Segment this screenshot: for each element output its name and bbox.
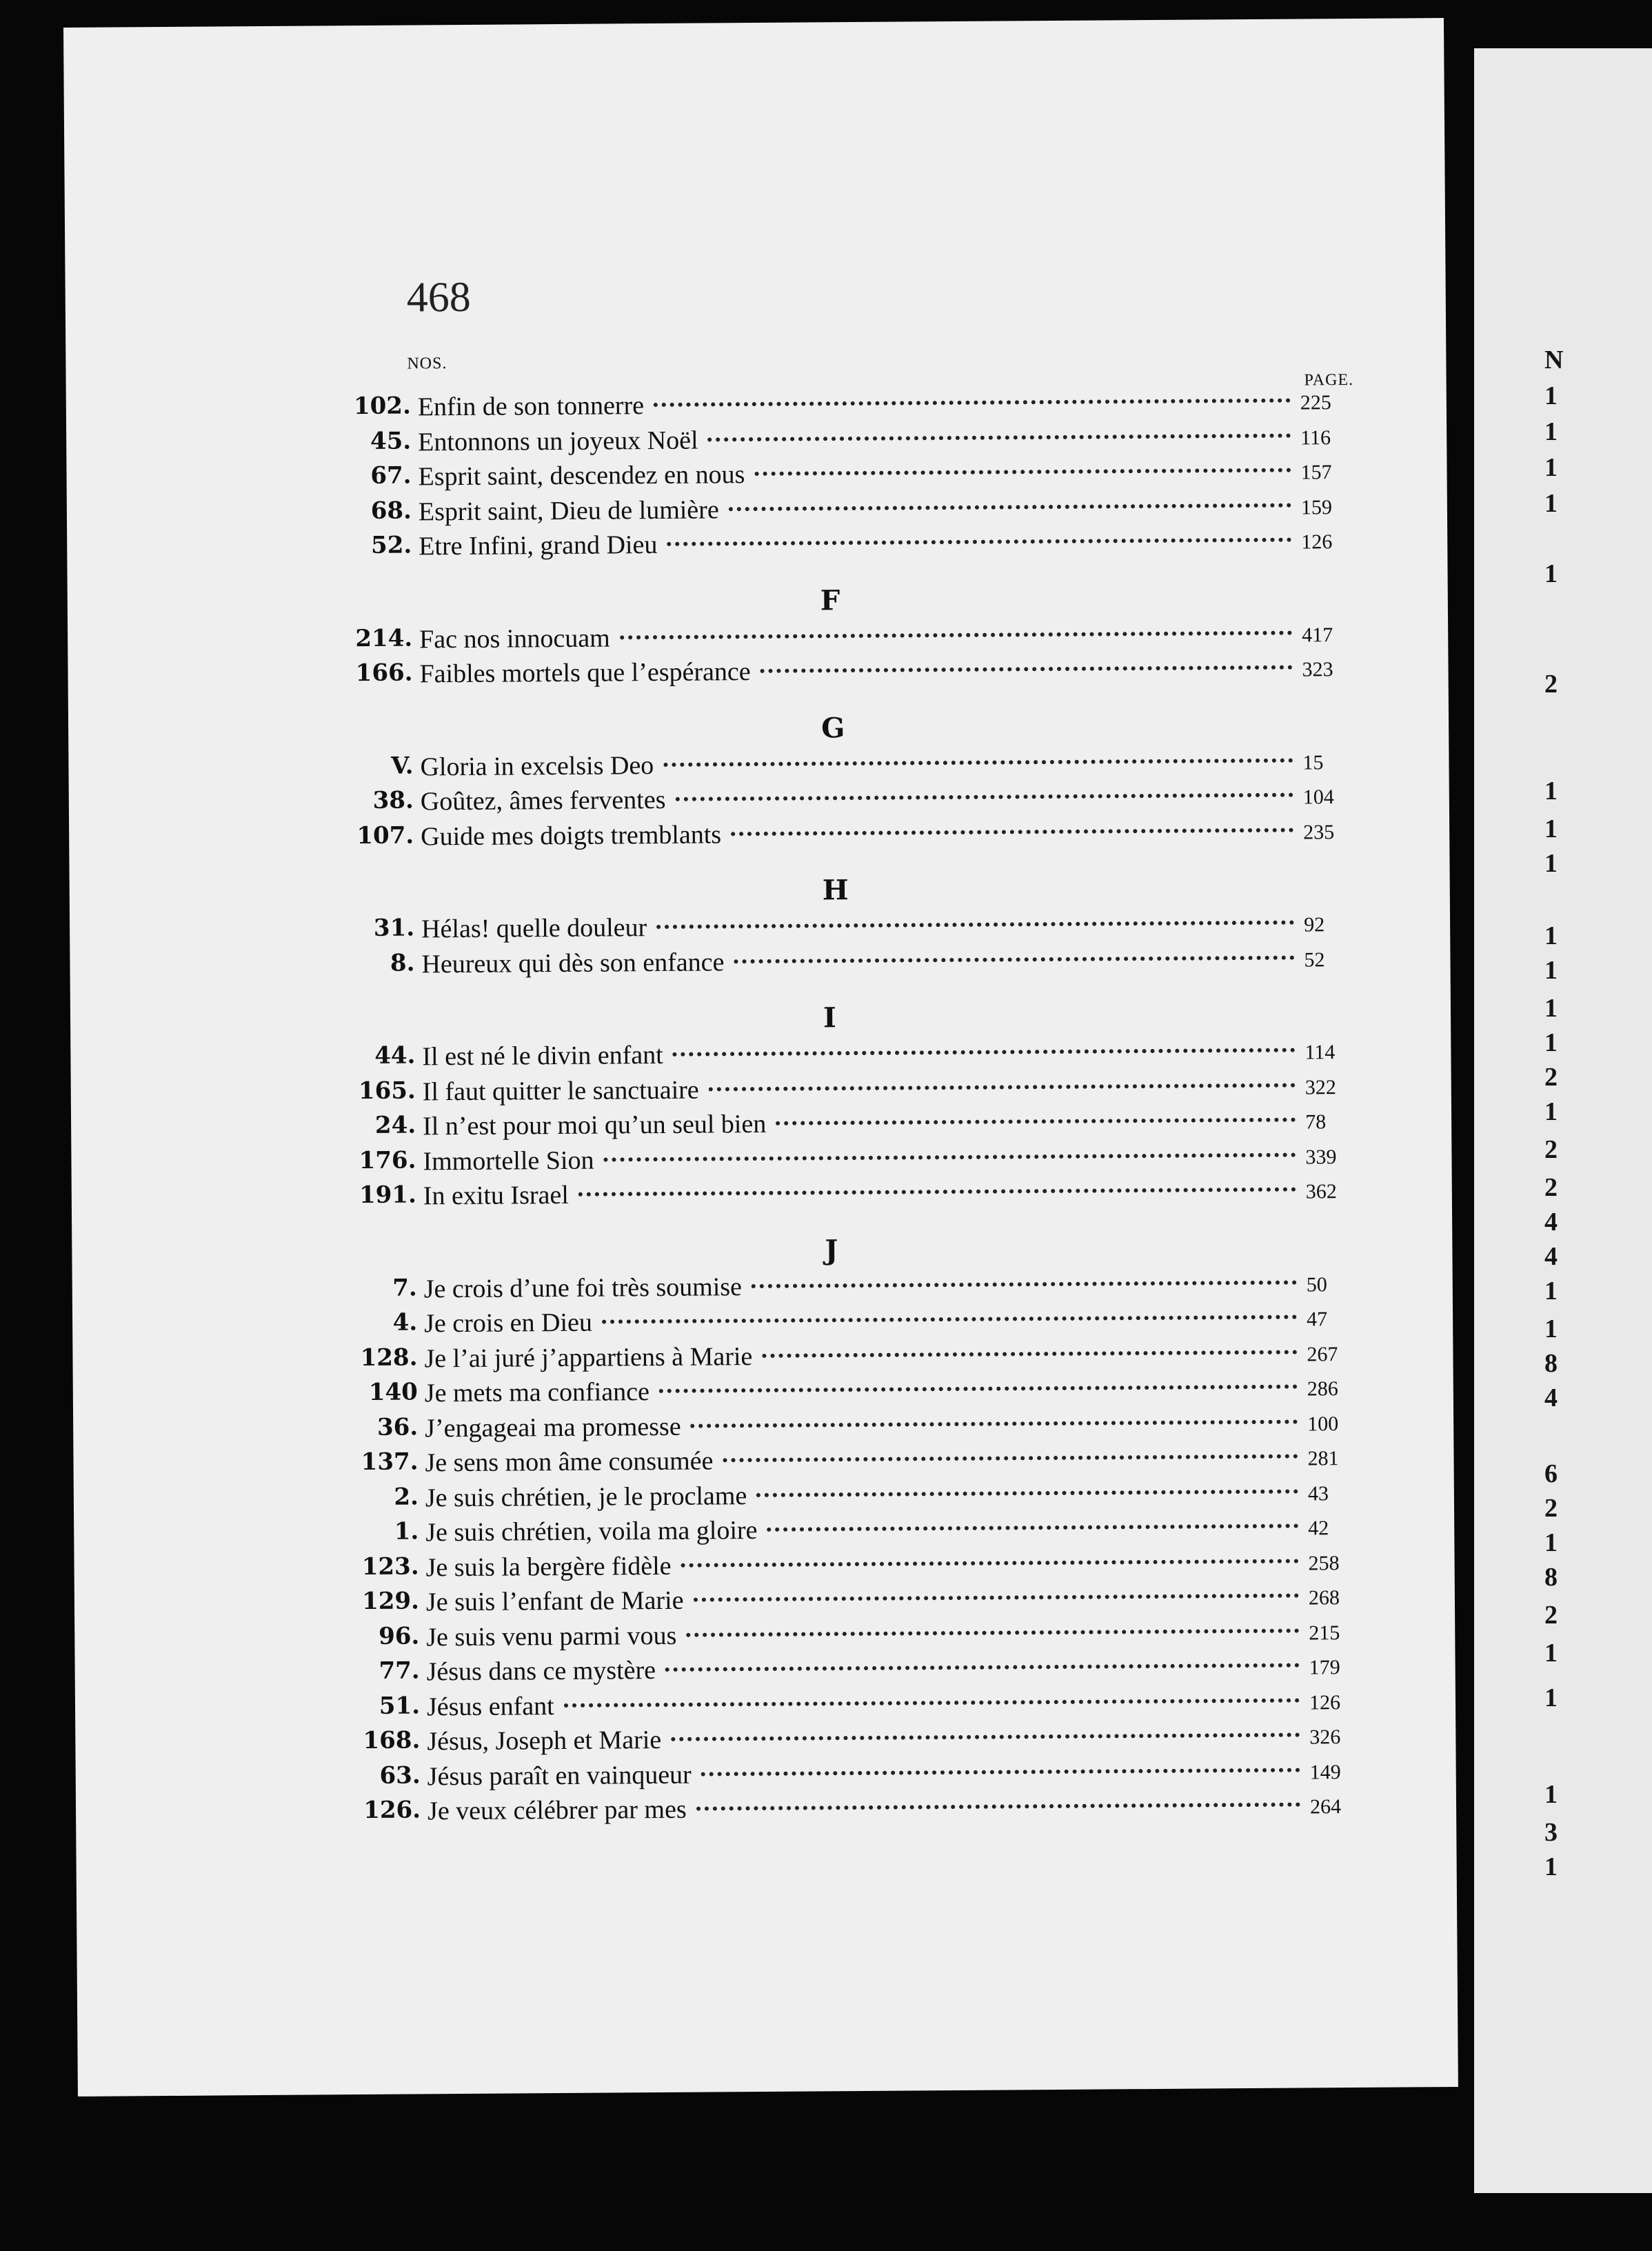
dot-leader [671,1733,1300,1741]
page-reference: 52 [1304,948,1325,971]
index-entry [338,814,1351,856]
hymn-title: Je crois d’une foi très soumise [423,1272,743,1303]
facing-page-number-fragment: 1 [1544,559,1558,588]
hymn-number: 126. [363,1796,421,1825]
dot-leader [734,955,1294,963]
hymn-number: 8. [390,948,415,977]
hymn-title: Goûtez, âmes ferventes [420,785,666,817]
hymn-title: Esprit saint, Dieu de lumière [418,494,719,526]
hymn-number: 128. [360,1343,418,1372]
hymn-title: Je mets ma confiance [424,1377,650,1408]
hymn-title: Je crois en Dieu [423,1308,593,1339]
hymn-title: Entonnons un joyeux Noël [418,426,698,457]
page-reference: 47 [1307,1308,1328,1331]
hymn-title: Jésus dans ce mystère [426,1656,656,1687]
hymn-number: 38. [372,786,414,814]
hymn-number: 1. [394,1517,419,1545]
hymn-title: Je suis chrétien, voila ma gloire [425,1516,758,1548]
hymn-title: Jésus enfant [426,1691,554,1721]
index-entry [339,942,1352,983]
dot-leader [754,468,1291,476]
hymn-number: 176. [359,1145,416,1174]
hymn-number: 191. [359,1181,416,1210]
facing-page-number-fragment: 1 [1544,1528,1558,1557]
dot-leader [667,538,1291,546]
hymn-number: 45. [370,426,412,455]
hymn-number: 31. [373,914,415,942]
facing-page-number-fragment: 1 [1544,489,1558,518]
dot-leader [762,1350,1297,1357]
dot-leader [673,1048,1296,1057]
hymn-title: Immortelle Sion [423,1145,594,1176]
hymn-number: 137. [361,1448,419,1477]
hymn-number: 36. [376,1412,419,1441]
page-reference: 157 [1300,461,1332,484]
hymn-title: Je suis l’enfant de Marie [425,1585,684,1617]
dot-leader [696,1803,1300,1811]
hymn-number: 166. [355,659,413,688]
page-reference: 417 [1302,623,1333,646]
hymn-number: 44. [374,1041,416,1070]
dot-leader [729,503,1291,511]
hymn-number: 107. [356,821,414,850]
hymn-number: 129. [361,1587,420,1616]
facing-page-number-fragment: 1 [1544,1097,1558,1126]
page-reference: 15 [1302,750,1324,774]
page-reference: 126 [1301,530,1333,554]
page-column-label: PAGE. [1304,370,1354,390]
hymn-number: 68. [370,496,412,525]
dot-leader [656,921,1294,929]
page-reference: 339 [1305,1145,1337,1168]
hymn-title: Esprit saint, descendez en nous [418,460,745,492]
dot-leader [665,1663,1300,1672]
section-letter: G [820,711,845,744]
page-reference: 215 [1309,1621,1340,1644]
facing-page-number-fragment: 1 [1544,1314,1558,1343]
hymn-title: Guide mes doigts tremblants [421,819,722,851]
dot-leader [603,1152,1296,1161]
dot-leader [691,1419,1298,1428]
hymn-title: Heureux qui dès son enfance [421,947,725,979]
section-letter: I [823,1001,836,1034]
dot-leader [654,399,1291,407]
dot-leader [760,666,1293,673]
page-reference: 235 [1303,820,1335,843]
dot-leader [701,1768,1300,1776]
hymn-number: 168. [363,1726,421,1755]
facing-page-number-fragment: 6 [1544,1459,1558,1488]
hymn-title: Enfin de son tonnerre [417,391,645,422]
page-reference: 268 [1308,1586,1340,1610]
page-reference: 43 [1307,1481,1329,1505]
hymn-title: Hélas! quelle douleur [421,913,647,944]
facing-page-number-fragment: 1 [1544,956,1558,985]
facing-page-number-fragment: 4 [1544,1242,1558,1271]
page-reference: 286 [1307,1377,1338,1401]
facing-page-number-fragment: 1 [1544,814,1558,843]
hymn-number: 51. [379,1691,421,1720]
page-reference: 50 [1306,1272,1327,1296]
hymn-number: 52. [370,531,412,559]
facing-page-number-fragment: 1 [1544,1028,1558,1057]
dot-leader [731,828,1293,836]
hymn-number: 24. [374,1111,416,1139]
dot-leader [663,758,1293,766]
hymn-number: 67. [370,461,412,490]
dot-leader [752,1280,1297,1288]
hymn-number: 63. [379,1761,421,1790]
page-reference: 362 [1305,1180,1337,1203]
page-reference: 42 [1308,1517,1329,1540]
hymn-title: Je sens mon âme consumée [425,1446,714,1478]
facing-page-number-fragment: 4 [1544,1208,1558,1237]
dot-leader [767,1524,1298,1532]
hymn-title: Etre Infini, grand Dieu [419,530,658,561]
dot-leader [776,1118,1296,1126]
facing-page-number-fragment: 1 [1544,777,1558,806]
index-entry [341,1174,1354,1216]
page-number: 468 [406,273,471,321]
dot-leader [564,1698,1300,1707]
facing-page-number-fragment: 2 [1544,1601,1558,1630]
dot-leader [659,1385,1298,1393]
hymn-title: Il n’est pour moi qu’un seul bien [422,1109,767,1141]
facing-page-number-fragment: 1 [1544,994,1558,1023]
hymn-number: V. [391,751,414,780]
hymn-title: Jésus paraît en vainqueur [427,1760,692,1791]
page-reference: 126 [1309,1690,1341,1714]
facing-page-number-fragment: 1 [1544,921,1558,950]
hymn-title: Il est né le divin enfant [422,1040,663,1072]
hymn-number: 123. [361,1552,419,1581]
hymn-title: Fac nos innocuam [419,623,610,654]
facing-page-number-fragment: 2 [1544,670,1558,699]
dot-leader [709,1083,1296,1091]
hymn-title: Jésus, Joseph et Marie [427,1725,662,1757]
section-letter: F [820,583,840,617]
facing-page-number-fragment: 2 [1544,1494,1558,1523]
page-reference: 78 [1305,1110,1327,1134]
page-reference: 264 [1309,1795,1342,1819]
facing-page-number-fragment: 8 [1544,1349,1558,1378]
numbers-column-label: NOS. [407,354,447,373]
dot-leader [602,1315,1297,1324]
dot-leader [693,1594,1298,1602]
hymn-number: 7. [392,1273,417,1302]
facing-page-number-fragment: 1 [1544,1852,1558,1881]
facing-page-number-fragment: 2 [1544,1173,1558,1202]
hymn-title: In exitu Israel [423,1180,570,1211]
hymn-title: J’engageai ma promesse [425,1412,681,1443]
facing-page-number-fragment: N [1544,346,1564,374]
page-reference: 267 [1307,1342,1338,1365]
hymn-title: Il faut quitter le sanctuaire [422,1075,699,1106]
page-reference: 323 [1302,658,1333,681]
dot-leader [578,1188,1296,1197]
page-reference: 322 [1305,1075,1336,1099]
hymn-title: Gloria in excelsis Deo [420,750,654,781]
facing-page-number-fragment: 2 [1544,1063,1558,1092]
facing-page-number-fragment: 1 [1544,1683,1558,1712]
dot-leader [686,1628,1299,1637]
section-letter: H [822,874,849,907]
facing-page-number-fragment: 1 [1544,1639,1558,1668]
hymn-title: Je l’ai juré j’appartiens à Marie [424,1341,753,1373]
hymn-title: Je suis venu parmi vous [426,1621,677,1652]
dot-leader [620,630,1293,639]
page-reference: 159 [1300,495,1333,519]
page-reference: 281 [1307,1447,1339,1470]
hymn-number: 165. [358,1076,416,1105]
page-reference: 104 [1302,786,1334,809]
facing-page-number-fragment: 8 [1544,1563,1558,1592]
page-reference: 116 [1300,426,1331,449]
facing-page-number-fragment: 4 [1544,1383,1558,1412]
facing-page-number-fragment: 1 [1544,453,1558,482]
index-entry [336,525,1349,566]
facing-page-number-fragment: 1 [1544,381,1558,410]
facing-page-number-fragment: 3 [1544,1818,1558,1847]
hymn-number: 214. [355,623,413,652]
index-entry [345,1790,1358,1831]
page-reference: 258 [1308,1551,1340,1574]
hymn-number: 4. [392,1308,418,1337]
dot-leader [675,793,1293,801]
hymn-title: Je suis la bergère fidèle [425,1551,672,1582]
page-reference: 114 [1305,1041,1336,1064]
index-entry [336,652,1350,694]
hymn-number: 77. [379,1657,420,1685]
hymn-number: 102. [353,392,411,421]
section-letter: J [825,1233,838,1266]
hymn-title: Je suis chrétien, je le proclame [425,1481,747,1512]
facing-page-number-fragment: 1 [1544,417,1558,446]
dot-leader [723,1454,1298,1463]
hymn-number: 140 [368,1378,418,1406]
facing-page-number-fragment: 1 [1544,1277,1558,1305]
page-reference: 179 [1309,1656,1340,1679]
index-page [63,18,1458,2097]
page-reference: 225 [1300,391,1331,414]
page-reference: 92 [1304,913,1325,937]
page-reference: 100 [1307,1412,1339,1435]
dot-leader [708,433,1291,441]
dot-leader [756,1489,1298,1497]
hymn-title: Je veux célébrer par mes [427,1794,687,1826]
page-reference: 149 [1309,1760,1341,1783]
page-reference: 326 [1309,1725,1341,1749]
facing-page-number-fragment: 1 [1544,1780,1558,1809]
hymn-title: Faibles mortels que l’espérance [419,657,751,689]
facing-page-number-fragment: 2 [1544,1135,1558,1164]
hymn-number: 2. [394,1482,419,1511]
facing-page-number-fragment: 1 [1544,849,1558,878]
dot-leader [681,1559,1299,1567]
hymn-number: 96. [378,1621,420,1650]
